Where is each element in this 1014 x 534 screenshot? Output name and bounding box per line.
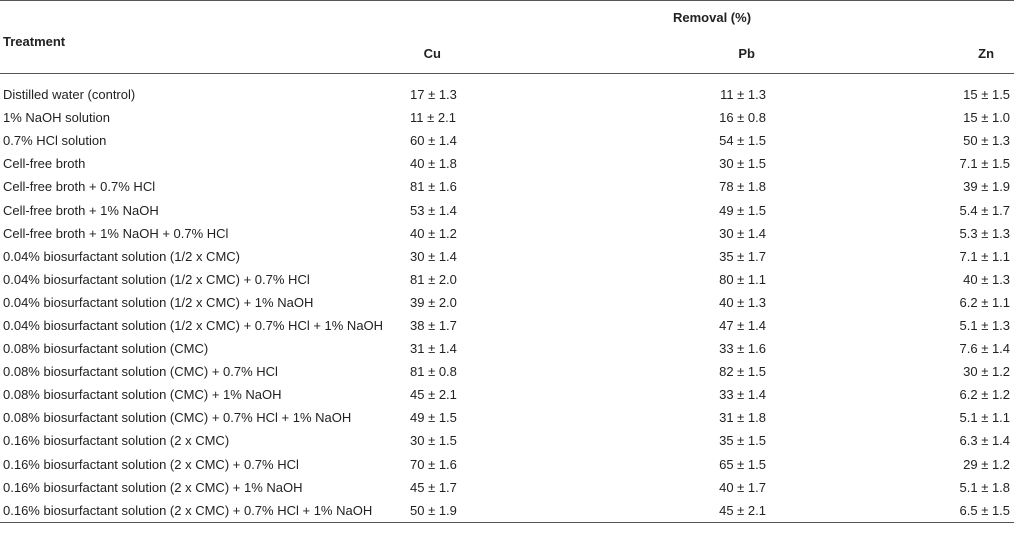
cell-treatment: 0.04% biosurfactant solution (1/2 x CMC) + 0.7% HCl + 1% NaOH bbox=[3, 317, 384, 333]
cell-pb: 40 ± 1.3 bbox=[719, 294, 766, 310]
table-row bbox=[0, 106, 1014, 129]
cell-treatment: Cell-free broth + 1% NaOH bbox=[3, 202, 159, 218]
cell-cu: 31 ± 1.4 bbox=[410, 341, 457, 357]
cell-pb: 35 ± 1.7 bbox=[719, 248, 766, 264]
cell-treatment: Distilled water (control) bbox=[3, 87, 136, 103]
cell-cu: 81 ± 1.6 bbox=[410, 179, 457, 195]
cell-zn: 29 ± 1.2 bbox=[963, 456, 1011, 472]
cell-cu: 30 ± 1.5 bbox=[410, 433, 457, 449]
cell-treatment: 0.08% biosurfactant solution (CMC) + 0.7% HCl bbox=[3, 364, 278, 380]
cell-pb: 33 ± 1.4 bbox=[719, 387, 766, 403]
table-row bbox=[0, 337, 1014, 360]
cell-zn: 6.2 ± 1.2 bbox=[959, 387, 1011, 403]
cell-pb: 30 ± 1.4 bbox=[719, 225, 766, 241]
cell-pb: 31 ± 1.8 bbox=[719, 410, 766, 426]
cell-pb: 33 ± 1.6 bbox=[719, 341, 766, 357]
cell-treatment: 0.04% biosurfactant solution (1/2 x CMC) + 1% NaOH bbox=[3, 294, 314, 310]
table-row bbox=[0, 74, 1014, 107]
header-zn: Zn bbox=[978, 45, 995, 61]
cell-cu: 17 ± 1.3 bbox=[410, 87, 457, 103]
cell-cu: 39 ± 2.0 bbox=[410, 294, 457, 310]
cell-cu: 40 ± 1.2 bbox=[410, 225, 457, 241]
cell-pb: 82 ± 1.5 bbox=[719, 364, 766, 380]
cell-zn: 7.1 ± 1.5 bbox=[959, 156, 1011, 172]
header-cu: Cu bbox=[423, 45, 441, 61]
cell-treatment: 0.7% HCl solution bbox=[3, 133, 107, 149]
header-treatment: Treatment bbox=[3, 34, 66, 49]
cell-cu: 53 ± 1.4 bbox=[410, 202, 457, 218]
cell-pb: 40 ± 1.7 bbox=[719, 479, 766, 495]
cell-zn: 15 ± 1.5 bbox=[963, 87, 1011, 103]
table-row bbox=[0, 152, 1014, 175]
cell-pb: 80 ± 1.1 bbox=[719, 271, 766, 287]
table-row bbox=[0, 314, 1014, 337]
table-row bbox=[0, 175, 1014, 198]
cell-cu: 49 ± 1.5 bbox=[410, 410, 457, 426]
cell-zn: 40 ± 1.3 bbox=[963, 271, 1011, 287]
table-row bbox=[0, 245, 1014, 268]
table-row bbox=[0, 129, 1014, 152]
cell-treatment: 0.04% biosurfactant solution (1/2 x CMC) + 0.7% HCl bbox=[3, 271, 310, 287]
cell-zn: 5.3 ± 1.3 bbox=[959, 225, 1011, 241]
table-body bbox=[0, 74, 1014, 523]
table-row bbox=[0, 268, 1014, 291]
cell-cu: 45 ± 2.1 bbox=[410, 387, 457, 403]
cell-cu: 40 ± 1.8 bbox=[410, 156, 457, 172]
cell-cu: 81 ± 0.8 bbox=[410, 364, 457, 380]
cell-cu: 81 ± 2.0 bbox=[410, 271, 457, 287]
cell-treatment: 0.16% biosurfactant solution (2 x CMC) bbox=[3, 433, 230, 449]
cell-treatment: 0.16% biosurfactant solution (2 x CMC) + 0.7% HCl + 1% NaOH bbox=[3, 502, 373, 518]
cell-treatment: 0.04% biosurfactant solution (1/2 x CMC) bbox=[3, 248, 240, 264]
cell-zn: 6.5 ± 1.5 bbox=[959, 502, 1011, 518]
cell-zn: 7.1 ± 1.1 bbox=[959, 248, 1011, 264]
cell-zn: 50 ± 1.3 bbox=[963, 133, 1011, 149]
cell-zn: 15 ± 1.0 bbox=[963, 110, 1011, 126]
cell-pb: 49 ± 1.5 bbox=[719, 202, 766, 218]
cell-treatment: 0.16% biosurfactant solution (2 x CMC) + 1% NaOH bbox=[3, 479, 303, 495]
cell-treatment: 0.08% biosurfactant solution (CMC) + 1% NaOH bbox=[3, 387, 282, 403]
table-row bbox=[0, 476, 1014, 499]
header-removal: Removal (%) bbox=[673, 9, 752, 25]
cell-zn: 30 ± 1.2 bbox=[963, 364, 1011, 380]
cell-treatment: Cell-free broth + 1% NaOH + 0.7% HCl bbox=[3, 225, 229, 241]
cell-pb: 65 ± 1.5 bbox=[719, 456, 766, 472]
table-row bbox=[0, 499, 1014, 523]
table-row bbox=[0, 291, 1014, 314]
cell-treatment: 0.08% biosurfactant solution (CMC) + 0.7% HCl + 1% NaOH bbox=[3, 410, 352, 426]
cell-zn: 5.1 ± 1.1 bbox=[959, 410, 1011, 426]
cell-cu: 45 ± 1.7 bbox=[410, 479, 457, 495]
cell-pb: 45 ± 2.1 bbox=[719, 502, 766, 518]
cell-cu: 38 ± 1.7 bbox=[410, 317, 457, 333]
cell-pb: 35 ± 1.5 bbox=[719, 433, 766, 449]
cell-zn: 5.1 ± 1.3 bbox=[959, 317, 1011, 333]
cell-zn: 5.4 ± 1.7 bbox=[959, 202, 1011, 218]
cell-treatment: Cell-free broth + 0.7% HCl bbox=[3, 179, 156, 195]
cell-zn: 7.6 ± 1.4 bbox=[959, 341, 1011, 357]
table-row bbox=[0, 383, 1014, 406]
cell-cu: 60 ± 1.4 bbox=[410, 133, 457, 149]
cell-pb: 16 ± 0.8 bbox=[719, 110, 766, 126]
cell-zn: 5.1 ± 1.8 bbox=[959, 479, 1011, 495]
table-row bbox=[0, 222, 1014, 245]
cell-cu: 11 ± 2.1 bbox=[410, 110, 456, 126]
cell-cu: 70 ± 1.6 bbox=[410, 456, 457, 472]
cell-pb: 47 ± 1.4 bbox=[719, 317, 766, 333]
cell-cu: 50 ± 1.9 bbox=[410, 502, 457, 518]
table-row bbox=[0, 429, 1014, 452]
table-row bbox=[0, 406, 1014, 429]
cell-zn: 39 ± 1.9 bbox=[963, 179, 1011, 195]
table-row bbox=[0, 360, 1014, 383]
cell-treatment: Cell-free broth bbox=[3, 156, 86, 172]
cell-pb: 11 ± 1.3 bbox=[720, 87, 766, 103]
cell-pb: 54 ± 1.5 bbox=[719, 133, 766, 149]
table-row bbox=[0, 198, 1014, 221]
cell-pb: 30 ± 1.5 bbox=[719, 156, 766, 172]
cell-zn: 6.2 ± 1.1 bbox=[959, 294, 1011, 310]
cell-treatment: 0.08% biosurfactant solution (CMC) bbox=[3, 341, 209, 357]
cell-cu: 30 ± 1.4 bbox=[410, 248, 457, 264]
cell-treatment: 1% NaOH solution bbox=[3, 110, 110, 126]
cell-treatment: 0.16% biosurfactant solution (2 x CMC) + 0.7% HCl bbox=[3, 456, 299, 472]
cell-zn: 6.3 ± 1.4 bbox=[959, 433, 1011, 449]
cell-pb: 78 ± 1.8 bbox=[719, 179, 766, 195]
header-pb: Pb bbox=[738, 45, 755, 61]
table-row bbox=[0, 453, 1014, 476]
